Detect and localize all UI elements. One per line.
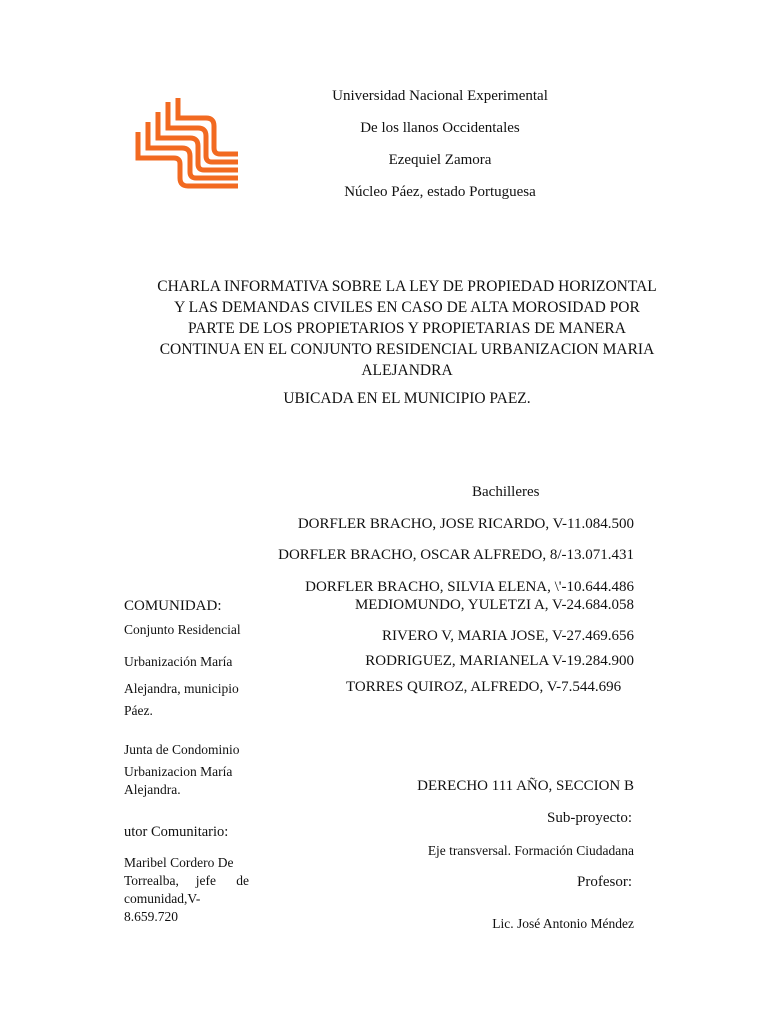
student-name: DORFLER BRACHO, SILVIA ELENA, \'-10.644.486 — [305, 579, 634, 595]
student-name: MEDIOMUNDO, YULETZI A, V-24.684.058 — [354, 597, 634, 613]
bachilleres-heading: Bachilleres — [472, 484, 540, 500]
comunidad-line: Conjunto Residencial — [124, 622, 241, 637]
student-name: RODRIGUEZ, MARIANELA V-19.284.900 — [365, 653, 634, 669]
comunidad-line: Alejandra, municipio — [124, 681, 239, 696]
title-line: Y LAS DEMANDAS CIVILES EN CASO DE ALTA MOROSIDAD POR — [174, 299, 640, 316]
profesor-value: Lic. José Antonio Méndez — [492, 916, 634, 931]
student-name: DORFLER BRACHO, OSCAR ALFREDO, 8/-13.071.431 — [278, 547, 634, 563]
university-nucleus: Núcleo Páez, estado Portuguesa — [344, 184, 536, 200]
title-line: CONTINUA EN EL CONJUNTO RESIDENCIAL URBANIZACION MARIA — [159, 341, 655, 358]
comunidad-line: Alejandra. — [124, 782, 181, 797]
subproyecto-value: Eje transversal. Formación Ciudadana — [427, 843, 634, 858]
title-line: PARTE DE LOS PROPIETARIOS Y PROPIETARIAS DE MANERA — [188, 320, 626, 337]
student-name: DORFLER BRACHO, JOSE RICARDO, V-11.084.500 — [297, 516, 634, 532]
university-region: De los llanos Occidentales — [360, 120, 520, 136]
tutor-line: 8.659.720 — [124, 909, 178, 924]
student-name: RIVERO V, MARIA JOSE, V-27.469.656 — [382, 628, 634, 644]
university-patron: Ezequiel Zamora — [388, 152, 492, 168]
comunidad-line: Urbanizacion María — [124, 764, 233, 779]
subproyecto-label: Sub-proyecto: — [547, 810, 632, 826]
profesor-label: Profesor: — [577, 874, 632, 890]
comunidad-line: Junta de Condominio — [124, 742, 240, 757]
university-logo — [134, 96, 242, 190]
document-title — [112, 276, 702, 381]
title-location: UBICADA EN EL MUNICIPIO PAEZ. — [283, 390, 531, 407]
title-line: ALEJANDRA — [361, 362, 453, 379]
university-name: Universidad Nacional Experimental — [332, 88, 548, 104]
comunidad-line: Urbanización María — [124, 654, 233, 669]
course-section: DERECHO 111 AÑO, SECCION B — [417, 778, 634, 794]
comunidad-line: Páez. — [124, 703, 153, 718]
tutor-line: comunidad,V- — [124, 891, 201, 906]
comunidad-heading: COMUNIDAD: — [124, 598, 222, 614]
student-name: TORRES QUIROZ, ALFREDO, V-7.544.696 — [346, 679, 622, 695]
tutor-heading: utor Comunitario: — [124, 824, 229, 840]
tutor-line: Maribel Cordero De — [124, 855, 234, 870]
title-line: CHARLA INFORMATIVA SOBRE LA LEY DE PROPIEDAD HORIZONTAL — [157, 278, 657, 295]
tutor-line: Torrealba, jefe de — [124, 873, 249, 888]
